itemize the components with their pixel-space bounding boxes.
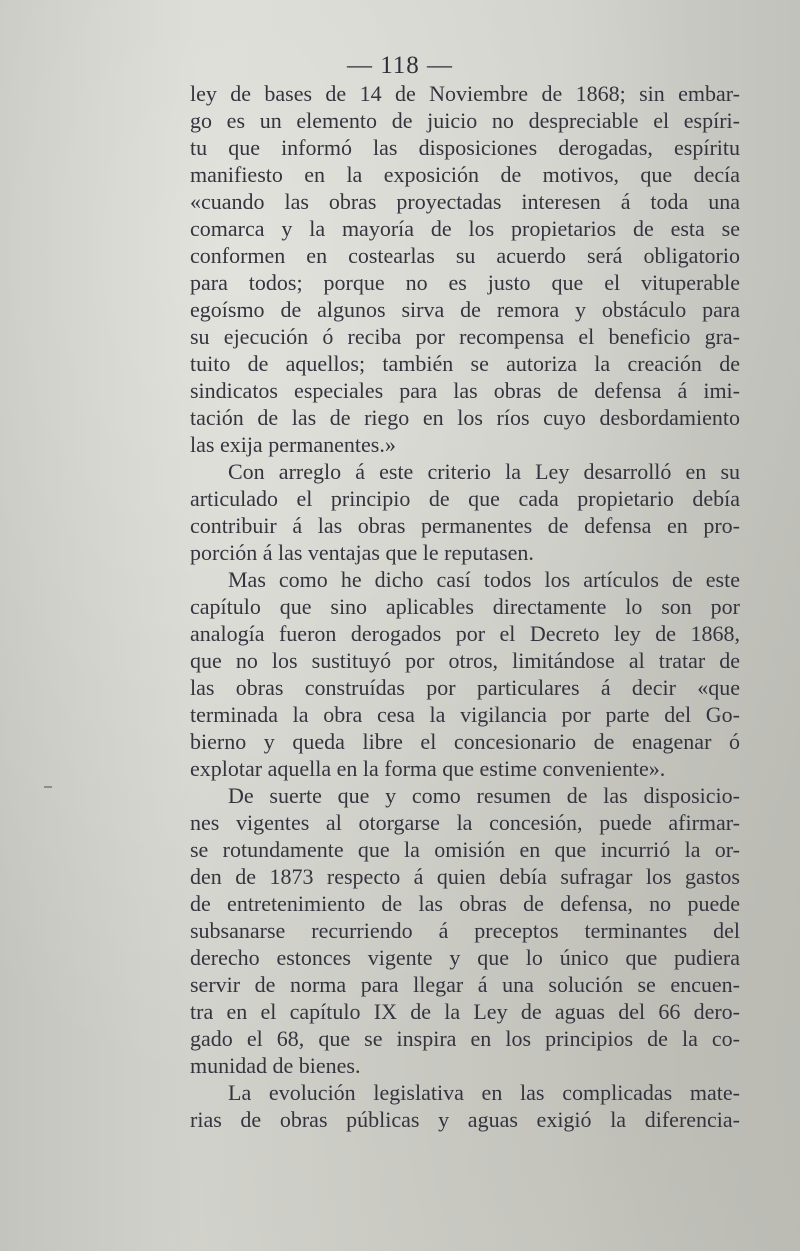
text-line: bierno y queda libre el concesionario de enagenar ó: [190, 729, 740, 754]
text-line: comarca y la mayoría de los propietarios de esta se: [190, 216, 740, 241]
text-line: servir de norma para llegar á una solución se encuen-: [190, 972, 740, 997]
text-line: egoísmo de algunos sirva de remora y obstáculo para: [190, 297, 740, 322]
text-line: que no los sustituyó por otros, limitándose al tratar de: [190, 648, 740, 673]
text-line: De suerte que y como resumen de las disposicio-: [228, 783, 740, 808]
text-line: sindicatos especiales para las obras de defensa á imi-: [190, 378, 740, 403]
text-line: den de 1873 respecto á quien debía sufragar los gastos: [190, 864, 740, 889]
text-line: se rotundamente que la omisión en que incurrió la or-: [190, 837, 740, 862]
text-line: subsanarse recurriendo á preceptos terminantes del: [190, 918, 740, 943]
body-text: [190, 80, 740, 1133]
text-line: Con arreglo á este criterio la Ley desarrolló en su: [228, 459, 740, 484]
text-line: gado el 68, que se inspira en los principios de la co-: [190, 1026, 740, 1051]
text-line: analogía fueron derogados por el Decreto ley de 1868,: [190, 621, 740, 646]
text-line: derecho estonces vigente y que lo único que pudiera: [190, 945, 740, 970]
text-line: porción á las ventajas que le reputasen.: [190, 540, 534, 565]
text-line: La evolución legislativa en las complicadas mate-: [228, 1080, 740, 1105]
text-line: manifiesto en la exposición de motivos, que decía: [190, 162, 740, 187]
margin-mark: [44, 786, 52, 788]
text-line: su ejecución ó reciba por recompensa el beneficio gra-: [190, 324, 740, 349]
text-line: conformen en costearlas su acuerdo será obligatorio: [190, 243, 740, 268]
text-line: go es un elemento de juicio no despreciable el espíri-: [190, 108, 740, 133]
text-line: las obras construídas por particulares á decir «que: [190, 675, 740, 700]
text-line: munidad de bienes.: [190, 1053, 361, 1078]
text-line: las exija permanentes.»: [190, 432, 396, 457]
text-line: Mas como he dicho casí todos los artículos de este: [228, 567, 740, 592]
text-line: rias de obras públicas y aguas exigió la diferencia-: [190, 1107, 740, 1132]
text-line: explotar aquella en la forma que estime conveniente».: [190, 756, 666, 781]
text-line: tu que informó las disposiciones derogadas, espíritu: [190, 135, 740, 160]
text-line: tuito de aquellos; también se autoriza la creación de: [190, 351, 740, 376]
text-line: articulado el principio de que cada propietario debía: [190, 486, 740, 511]
text-line: nes vigentes al otorgarse la concesión, puede afirmar-: [190, 810, 740, 835]
page-number: — 118 —: [346, 52, 454, 79]
text-line: «cuando las obras proyectadas interesen á toda una: [190, 189, 740, 214]
text-line: tra en el capítulo IX de la Ley de aguas del 66 dero-: [190, 999, 740, 1024]
text-line: capítulo que sino aplicables directamente lo son por: [190, 594, 740, 619]
text-line: terminada la obra cesa la vigilancia por parte del Go-: [190, 702, 740, 727]
text-line: contribuir á las obras permanentes de defensa en pro-: [190, 513, 740, 538]
text-line: de entretenimiento de las obras de defensa, no puede: [190, 891, 740, 916]
text-line: ley de bases de 14 de Noviembre de 1868; sin embar-: [190, 81, 740, 106]
text-line: tación de las de riego en los ríos cuyo desbordamiento: [190, 405, 740, 430]
text-line: para todos; porque no es justo que el vituperable: [190, 270, 740, 295]
